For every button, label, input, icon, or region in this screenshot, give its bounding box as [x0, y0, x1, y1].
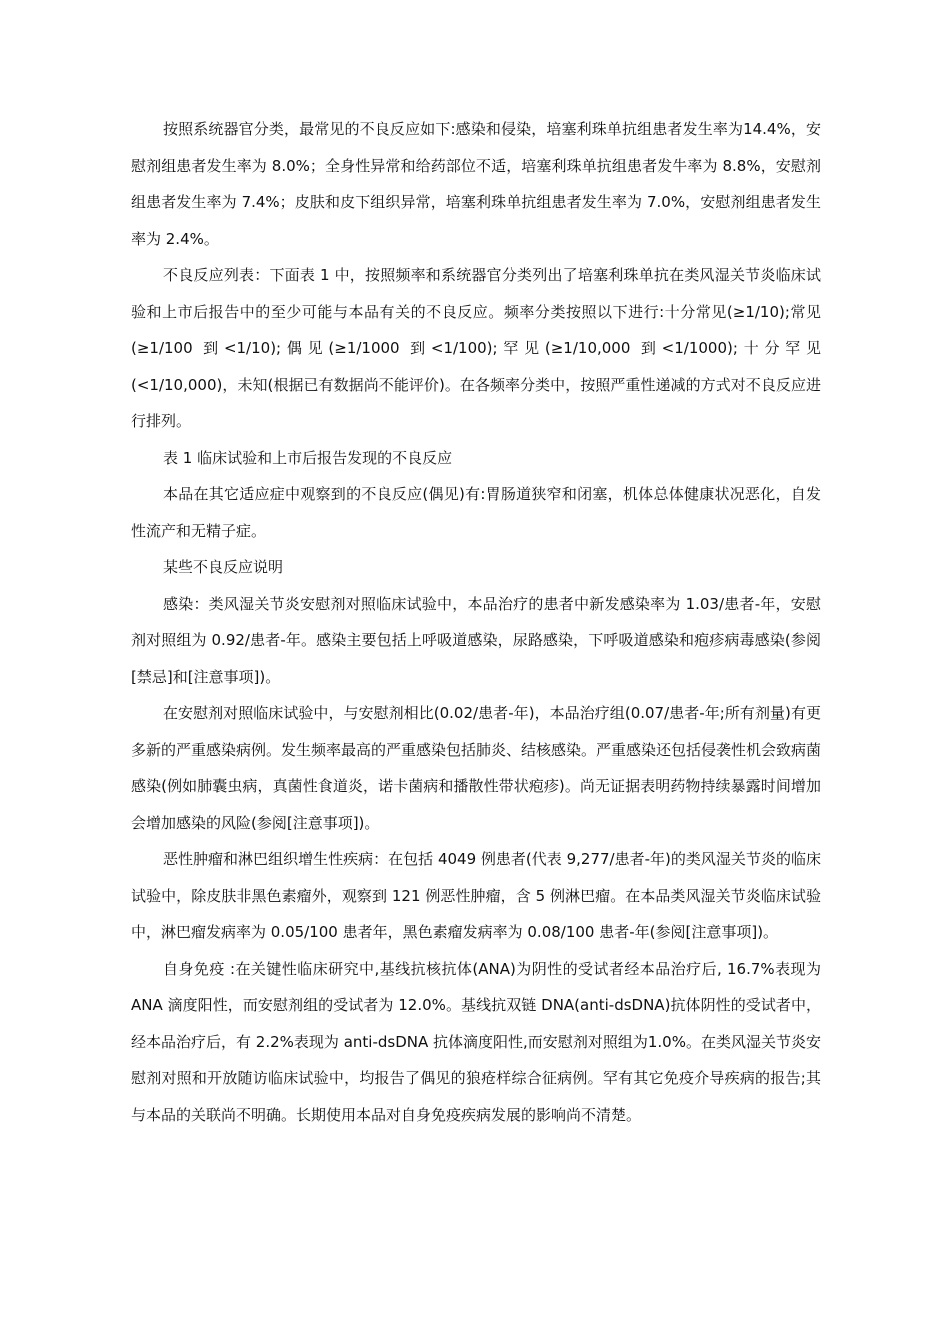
document-body — [131, 111, 821, 1133]
paragraph-autoimmunity: 自身免疫 :在关键性临床研究中,基线抗核抗体(ANA)为阴性的受试者经本品治疗后, 16.7%表现为 ANA 滴度阳性，而安慰剂组的受试者为 12.0%。基线抗双链 DNA(anti-dsDNA)抗体阴性的受试者中，经本品治疗后，有 2.2%表现为 anti-dsDNA 抗体滴度阳性,而安慰剂对照组为1.0%。在类风湿关节炎安慰剂对照和开放随访临床试验中，均报告了偶见的狼疮样综合征病例。罕有其它免疫介导疾病的报告;其与本品的关联尚不明确。长期使用本品对自身免疫疾病发展的影响尚不清楚。 — [131, 959, 821, 1124]
table-caption: 表 1 临床试验和上市后报告发现的不良反应 — [163, 448, 453, 467]
paragraph-adverse-reaction-list: 不良反应列表：下面表 1 中，按照频率和系统器官分类列出了培塞利珠单抗在类风湿关节炎临床试验和上市后报告中的至少可能与本品有关的不良反应。频率分类按照以下进行:十分常见(≥1/10);常见(≥1/100 到<1/10);偶见(≥1/1000 到<1/100);罕见(≥1/10,000 到<1/1000);十分罕见(<1/10,000)，未知(根据已有数据尚不能评价)。在各频率分类中，按照严重性递减的方式对不良反应进行排列。 — [131, 266, 821, 430]
section-heading-specific-reactions: 某些不良反应说明 — [163, 558, 284, 576]
paragraph-adverse-reactions-by-organ: 按照系统器官分类，最常见的不良反应如下:感染和侵染，培塞利珠单抗组患者发生率为14.4%，安慰剂组患者发生率为 8.0%；全身性异常和给药部位不适，培塞利珠单抗组患者发牛率为 8.8%，安慰剂组患者发生率为 7.4%；皮肤和皮下组织异常，培塞利珠单抗组患者发生率为 7.0%，安慰剂组患者发生率为 2.4%。 — [131, 120, 821, 248]
paragraph-infection: 感染：类风湿关节炎安慰剂对照临床试验中，本品治疗的患者中新发感染率为 1.03/患者-年，安慰剂对照组为 0.92/患者-年。感染主要包括上呼吸道感染，尿路感染，下呼吸道感染和疱疹病毒感染(参阅[禁忌]和[注意事项])。 — [131, 594, 821, 686]
paragraph-serious-infection: 在安慰剂对照临床试验中，与安慰剂相比(0.02/患者-年)，本品治疗组(0.07/患者-年;所有剂量)有更多新的严重感染病例。发生频率最高的严重感染包括肺炎、结核感染。严重感染还包括侵袭性机会致病菌感染(例如肺囊虫病，真菌性食道炎，诺卡菌病和播散性带状疱疹)。尚无证据表明药物持续暴露时间增加会增加感染的风险(参阅[注意事项])。 — [131, 704, 822, 832]
paragraph-malignancy: 恶性肿瘤和淋巴组织增生性疾病：在包括 4049 例患者(代表 9,277/患者-年)的类风湿关节炎的临床试验中，除皮肤非黑色素瘤外，观察到 121 例恶性肿瘤，含 5 例淋巴瘤。在本品类风湿关节炎临床试验中，淋巴瘤发病率为 0.05/100 患者年，黑色素瘤发病率为 0.08/100 患者-年(参阅[注意事项])。 — [131, 850, 821, 941]
paragraph-other-indications: 本品在其它适应症中观察到的不良反应(偶见)有:胃肠道狭窄和闭塞，机体总体健康状况恶化，自发性流产和无精子症。 — [131, 485, 821, 540]
